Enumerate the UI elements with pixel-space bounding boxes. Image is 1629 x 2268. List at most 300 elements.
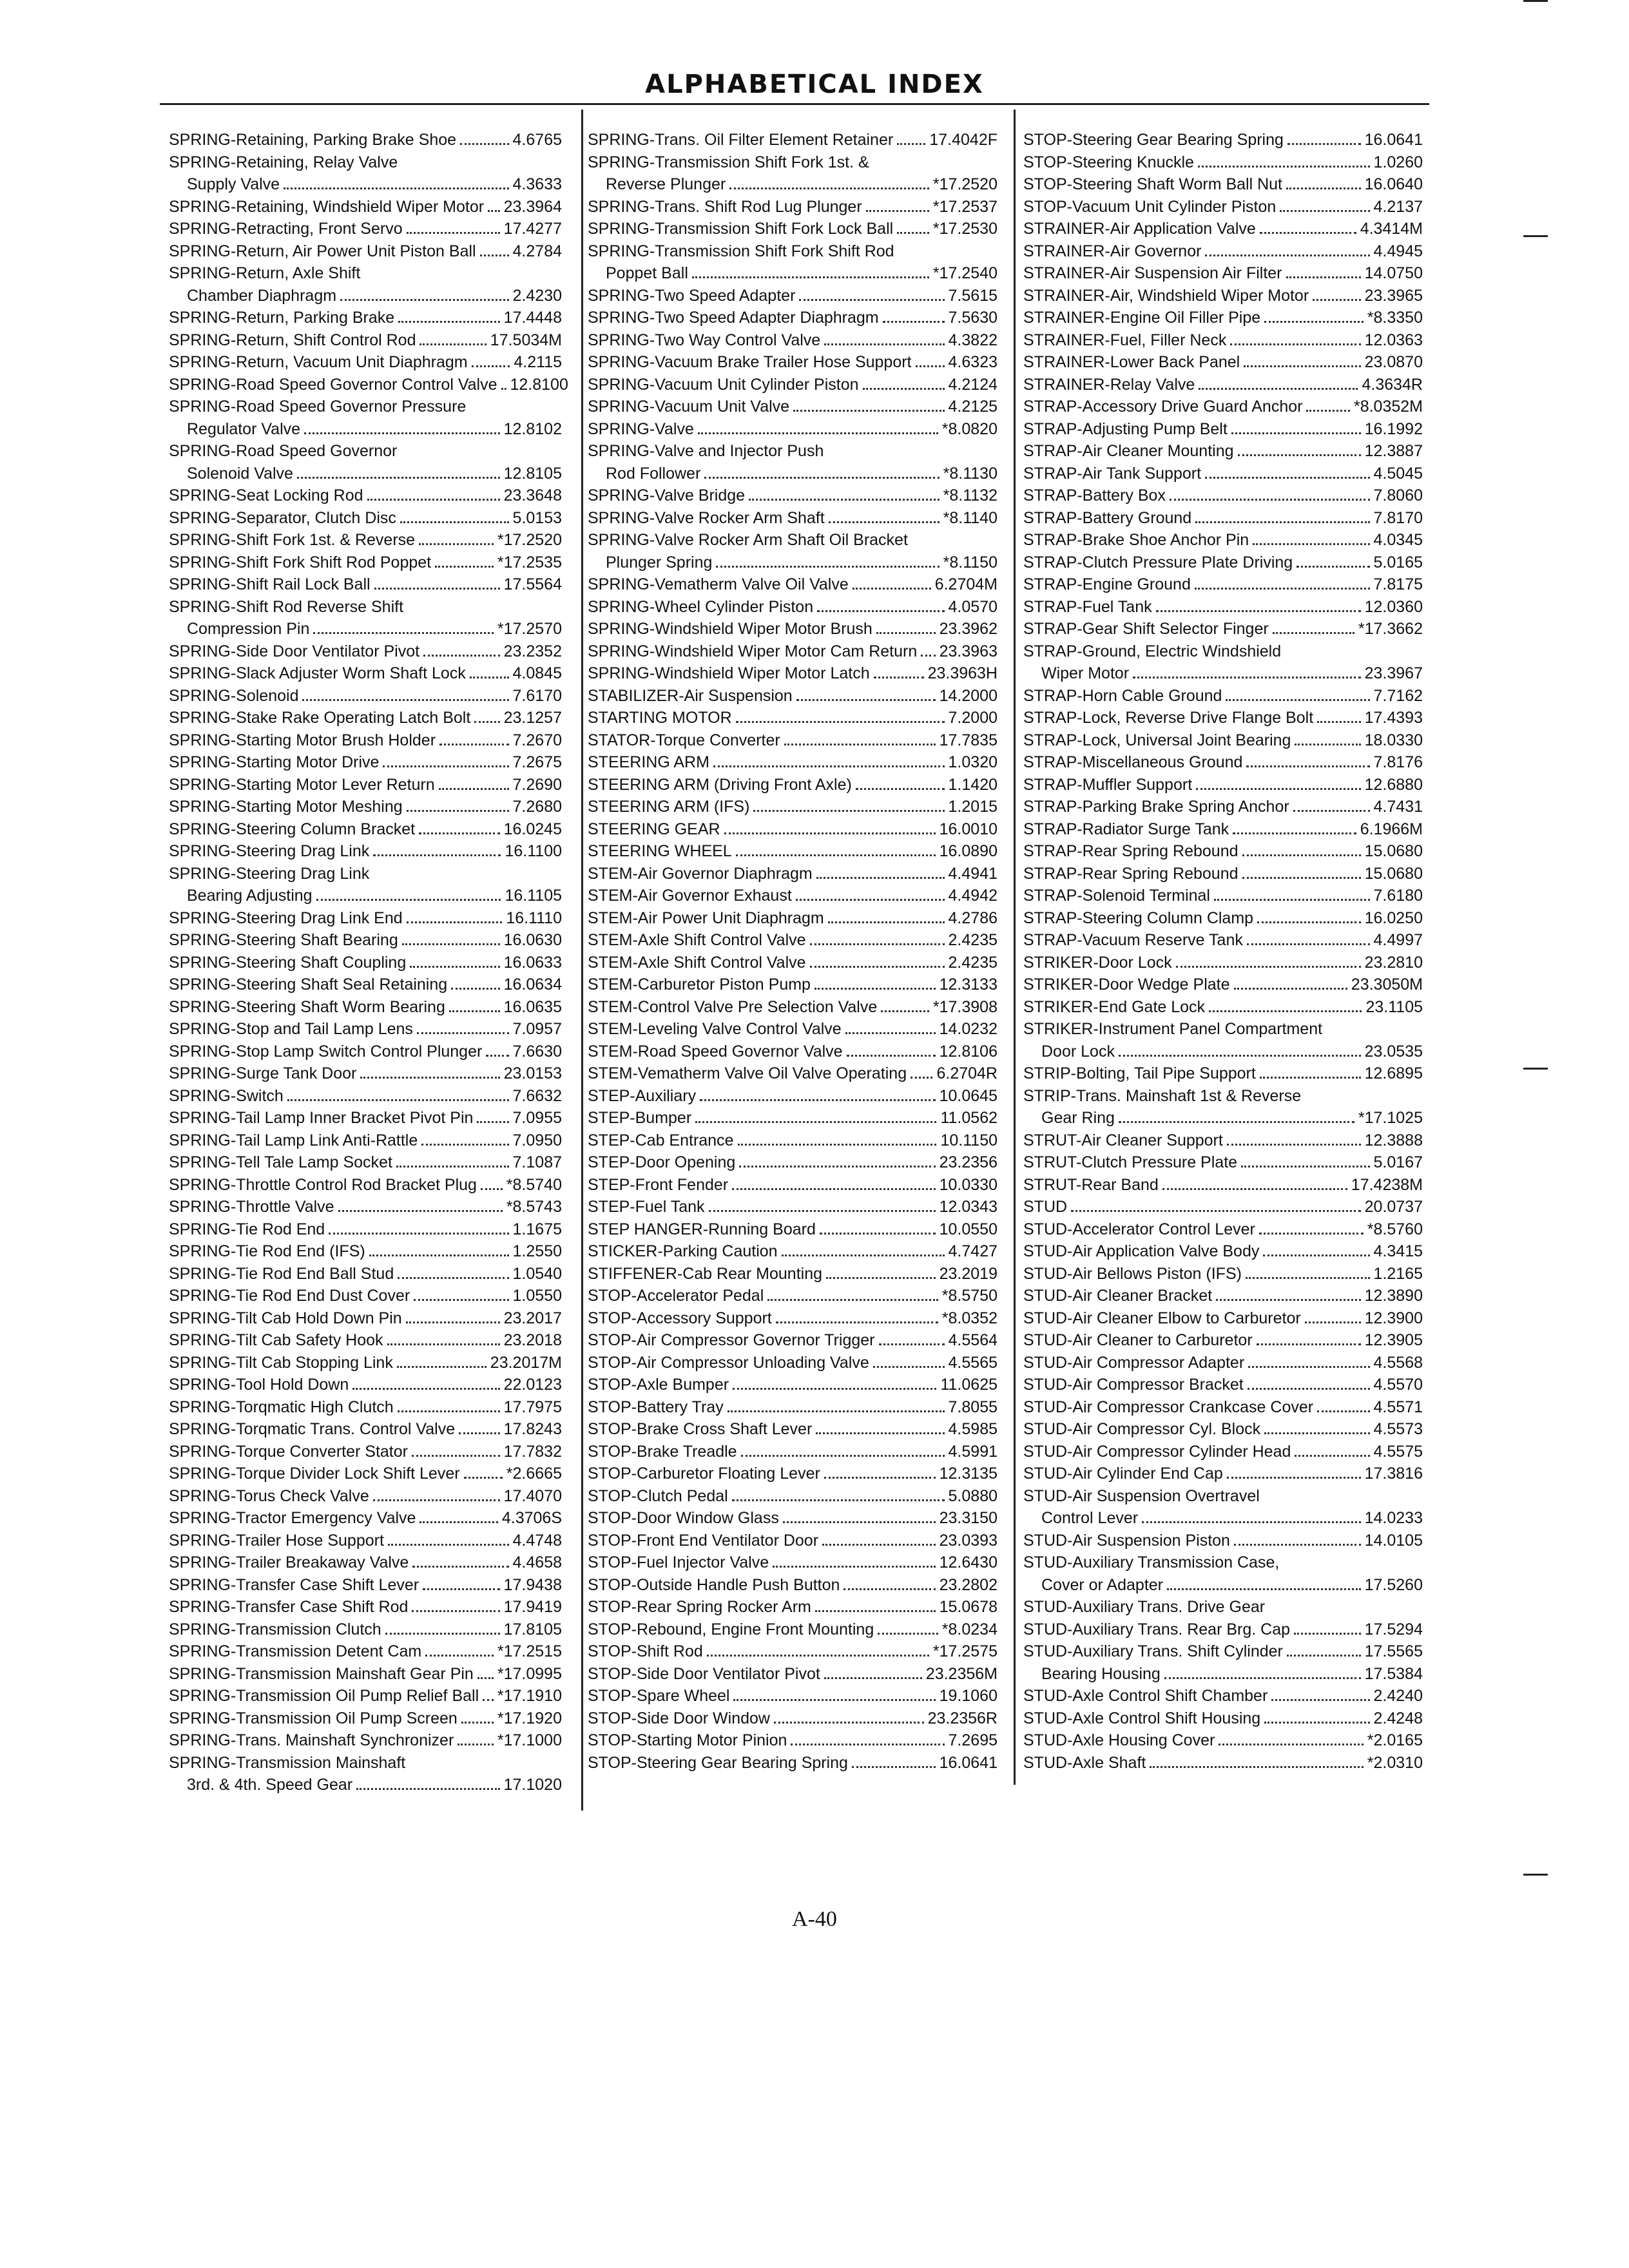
entry-reference: *17.3662	[1358, 620, 1423, 638]
dot-leader	[817, 610, 944, 612]
index-entry	[588, 618, 998, 640]
dot-leader	[1242, 854, 1361, 856]
entry-name: Compression Pin	[187, 620, 310, 638]
entry-reference: *17.2570	[497, 620, 562, 638]
dot-leader	[1247, 943, 1370, 945]
dot-leader	[724, 832, 936, 834]
dot-leader	[1313, 299, 1360, 301]
dot-leader	[1295, 1455, 1369, 1457]
dot-leader	[486, 1055, 508, 1057]
dot-leader	[799, 299, 944, 301]
index-entry	[169, 507, 562, 530]
index-entry	[169, 1151, 562, 1174]
dot-leader	[741, 1455, 945, 1457]
entry-name: SPRING-Retracting, Front Servo	[169, 220, 403, 238]
index-entry	[169, 329, 562, 352]
dot-leader	[1233, 832, 1356, 834]
entry-reference: 17.5034M	[490, 331, 562, 349]
entry-reference: 12.3888	[1364, 1131, 1423, 1149]
dot-leader	[700, 1099, 936, 1101]
dot-leader	[1164, 1677, 1361, 1679]
entry-reference: 1.2165	[1373, 1264, 1423, 1283]
index-entry	[169, 1552, 562, 1574]
index-entry	[169, 974, 562, 996]
dot-leader	[753, 810, 944, 812]
entry-reference: *17.2535	[497, 553, 562, 572]
dot-leader	[1305, 1321, 1361, 1323]
entry-reference: 23.0535	[1364, 1042, 1423, 1061]
entry-reference: 1.0550	[512, 1287, 562, 1305]
entry-reference: 4.6765	[512, 131, 562, 149]
index-entry	[169, 840, 562, 863]
index-entry	[588, 685, 998, 707]
dot-leader	[1317, 1410, 1369, 1412]
entry-name: STUD-Auxiliary Trans. Shift Cylinder	[1023, 1642, 1283, 1660]
dot-leader	[1259, 1233, 1364, 1235]
entry-reference: 1.2015	[948, 798, 998, 816]
entry-reference: 23.2019	[939, 1264, 998, 1283]
index-entry	[588, 1329, 998, 1352]
dot-leader	[284, 187, 508, 189]
dot-leader	[897, 232, 929, 234]
dot-leader	[1227, 1144, 1361, 1146]
entry-name: STRAP-Lock, Universal Joint Bearing	[1023, 731, 1291, 749]
index-entry	[1023, 774, 1423, 796]
index-entry	[169, 1707, 562, 1730]
entry-name: SPRING-Transfer Case Shift Lever	[169, 1575, 419, 1594]
entry-reference: *17.2540	[932, 264, 998, 282]
index-heading-line: SPRING-Transmission Shift Fork Shift Rod	[588, 242, 894, 260]
entry-reference: *2.6665	[506, 1465, 562, 1483]
index-entry	[588, 1663, 998, 1686]
dot-leader	[1119, 1121, 1354, 1123]
entry-reference: 23.0393	[939, 1531, 998, 1550]
dot-leader	[773, 1566, 935, 1568]
index-entry	[169, 1774, 562, 1796]
entry-reference: 17.7975	[503, 1398, 562, 1416]
dot-leader	[878, 1633, 938, 1635]
dot-leader	[398, 321, 500, 323]
index-entry	[588, 863, 998, 885]
entry-reference: 10.0550	[939, 1220, 998, 1238]
dot-leader	[423, 1588, 500, 1590]
entry-name: STUD-Axle Control Shift Chamber	[1023, 1687, 1268, 1705]
dot-leader	[897, 143, 925, 145]
entry-name: SPRING-Tail Lamp Link Anti-Rattle	[169, 1131, 418, 1149]
index-entry	[169, 751, 562, 774]
entry-reference: *17.2530	[932, 220, 998, 238]
entry-name: SPRING-Starting Motor Lever Return	[169, 775, 435, 794]
dot-leader	[824, 343, 944, 345]
entry-name: STUD-Air Cylinder End Cap	[1023, 1465, 1223, 1483]
dot-leader	[1071, 1210, 1361, 1212]
entry-name: Plunger Spring	[606, 553, 713, 572]
dot-leader	[316, 899, 501, 901]
dot-leader	[733, 1388, 936, 1390]
dot-leader	[1264, 1432, 1369, 1434]
index-entry	[169, 1507, 562, 1530]
dot-leader	[729, 187, 929, 189]
index-entry	[588, 774, 998, 796]
entry-name: SPRING-Trailer Hose Support	[169, 1531, 384, 1550]
entry-name: STRAP-Gear Shift Selector Finger	[1023, 620, 1269, 638]
dot-leader	[412, 1455, 500, 1457]
index-entry	[1023, 1640, 1423, 1663]
entry-reference: 4.5570	[1373, 1376, 1423, 1394]
entry-name: STUD-Air Cleaner to Carburetor	[1023, 1331, 1253, 1349]
entry-name: Control Lever	[1041, 1509, 1139, 1527]
entry-name: STEM-Leveling Valve Control Valve	[588, 1020, 842, 1038]
dot-leader	[477, 1121, 508, 1123]
entry-reference: *8.0352M	[1353, 398, 1423, 416]
dot-leader	[1205, 477, 1369, 479]
index-entry	[169, 1574, 562, 1597]
dot-leader	[1280, 210, 1369, 212]
index-entry	[169, 685, 562, 707]
dot-leader	[845, 1032, 936, 1034]
dot-leader	[373, 854, 501, 856]
entry-name: SPRING-Starting Motor Meshing	[169, 798, 403, 816]
entry-reference: *17.1920	[497, 1709, 562, 1727]
index-entry	[169, 173, 562, 196]
entry-reference: 17.3816	[1364, 1465, 1423, 1483]
index-entry	[588, 1107, 998, 1129]
entry-name: SPRING-Seat Locking Rod	[169, 486, 363, 505]
entry-name: STEP-Cab Entrance	[588, 1131, 734, 1149]
entry-reference: 23.2017	[503, 1309, 562, 1327]
dot-leader	[458, 1744, 494, 1745]
entry-name: STEERING ARM	[588, 753, 709, 771]
entry-name: STRAP-Muffler Support	[1023, 775, 1193, 794]
entry-reference: 16.1100	[505, 842, 562, 860]
entry-reference: 15.0680	[1364, 842, 1423, 860]
entry-reference: 4.7427	[948, 1242, 998, 1260]
entry-reference: 16.0630	[503, 931, 562, 949]
entry-name: SPRING-Starting Motor Drive	[169, 753, 380, 771]
entry-reference: 4.3706S	[501, 1509, 562, 1527]
index-entry	[169, 1129, 562, 1152]
entry-name: STRAP-Battery Ground	[1023, 508, 1192, 527]
entry-reference: 4.3414M	[1360, 220, 1423, 238]
entry-name: STRAINER-Air, Windshield Wiper Motor	[1023, 286, 1309, 305]
entry-reference: 16.1105	[505, 887, 562, 905]
entry-reference: 12.0363	[1364, 331, 1423, 349]
index-entry	[169, 662, 562, 685]
entry-reference: 1.1420	[948, 775, 998, 794]
index-heading-line: SPRING-Retaining, Relay Valve	[169, 153, 398, 171]
index-entry	[169, 418, 562, 441]
index-heading-line: SPRING-Valve and Injector Push	[588, 442, 824, 460]
entry-reference: 7.6632	[512, 1086, 562, 1105]
dot-leader	[1227, 1477, 1361, 1479]
column-divider-2	[1014, 110, 1016, 1785]
entry-reference: 4.5575	[1373, 1442, 1423, 1461]
entry-reference: 2.4240	[1373, 1687, 1423, 1705]
dot-leader	[822, 1544, 936, 1546]
dot-leader	[1150, 1766, 1363, 1768]
entry-reference: 18.0330	[1364, 731, 1423, 749]
entry-name: SPRING-Return, Parking Brake	[169, 309, 395, 327]
entry-reference: 16.0890	[939, 842, 998, 860]
index-entry	[588, 1396, 998, 1419]
entry-reference: 7.8170	[1373, 508, 1423, 527]
entry-name: STOP-Door Window Glass	[588, 1509, 779, 1527]
entry-name: STRAP-Fuel Tank	[1023, 597, 1152, 616]
index-entry	[169, 351, 562, 374]
entry-reference: 12.8102	[503, 419, 562, 438]
dot-leader	[847, 1055, 936, 1057]
entry-reference: 4.3415	[1373, 1242, 1423, 1260]
index-entry	[1023, 1619, 1423, 1641]
dot-leader	[1248, 1388, 1370, 1390]
index-entry	[588, 285, 998, 307]
index-entry	[588, 1374, 998, 1396]
entry-name: STOP-Air Compressor Governor Trigger	[588, 1331, 875, 1349]
entry-reference: 1.1675	[512, 1220, 562, 1238]
entry-reference: *8.1150	[943, 553, 998, 572]
dot-leader	[843, 1588, 935, 1590]
index-entry	[1023, 1396, 1423, 1419]
entry-reference: 4.4942	[948, 887, 998, 905]
index-entry	[588, 996, 998, 1019]
index-entry	[588, 907, 998, 930]
entry-reference: 23.3967	[1364, 664, 1423, 682]
dot-leader	[297, 477, 500, 479]
entry-name: STEERING GEAR	[588, 820, 720, 838]
entry-name: STRAINER-Air Application Valve	[1023, 220, 1256, 238]
index-entry	[588, 1441, 998, 1463]
entry-name: SPRING-Transmission Oil Pump Relief Ball	[169, 1687, 479, 1705]
entry-reference: 7.5615	[948, 286, 998, 305]
entry-name: STATOR-Torque Converter	[588, 731, 780, 749]
dot-leader	[1241, 1166, 1369, 1168]
index-entry	[1023, 685, 1423, 707]
entry-reference: 17.5564	[503, 575, 562, 593]
entry-name: SPRING-Steering Drag Link End	[169, 908, 403, 927]
dot-leader	[287, 1099, 509, 1101]
index-entry	[169, 1374, 562, 1396]
dot-leader	[400, 521, 509, 523]
dot-leader	[402, 943, 500, 945]
entry-name: SPRING-Steering Drag Link	[169, 842, 370, 860]
dot-leader	[1287, 1655, 1361, 1657]
entry-name: Door Lock	[1041, 1042, 1115, 1061]
dot-leader	[810, 966, 945, 968]
dot-leader	[488, 210, 500, 212]
dot-leader	[1205, 255, 1369, 256]
index-heading-line: SPRING-Road Speed Governor Pressure	[169, 398, 467, 416]
index-heading-line: SPRING-Shift Rod Reverse Shift	[169, 597, 404, 616]
index-entry	[1023, 1574, 1423, 1597]
dot-leader	[911, 1077, 932, 1079]
entry-reference: 23.2356	[939, 1153, 998, 1171]
entry-name: SPRING-Tool Hold Down	[169, 1376, 349, 1394]
entry-reference: *8.1140	[943, 508, 998, 527]
entry-reference: 2.4235	[948, 953, 998, 972]
entry-name: STOP-Steering Gear Bearing Spring	[588, 1753, 848, 1772]
index-entry	[588, 552, 998, 574]
entry-name: SPRING-Throttle Control Rod Bracket Plug	[169, 1175, 477, 1194]
entry-name: SPRING-Tractor Emergency Valve	[169, 1509, 416, 1527]
entry-name: STRAINER-Lower Back Panel	[1023, 353, 1240, 371]
dot-leader	[853, 588, 931, 590]
entry-name: SPRING-Tie Rod End Ball Stud	[169, 1264, 394, 1283]
index-entry	[1023, 1151, 1423, 1174]
entry-reference: 4.5573	[1373, 1420, 1423, 1438]
entry-name: SPRING-Return, Vacuum Unit Diaphragm	[169, 353, 468, 371]
entry-name: STOP-Rebound, Engine Front Mounting	[588, 1620, 874, 1639]
index-entry	[1023, 396, 1423, 418]
dot-leader	[810, 943, 945, 945]
entry-name: STOP-Side Door Window	[588, 1709, 770, 1727]
dot-leader	[1196, 788, 1360, 790]
entry-name: STRAP-Air Cleaner Mounting	[1023, 442, 1234, 460]
index-entry	[1023, 307, 1423, 329]
entry-name: SPRING-Vacuum Unit Cylinder Piston	[588, 375, 859, 394]
entry-reference: *8.1132	[943, 486, 998, 505]
entry-reference: 12.8100	[510, 375, 568, 394]
entry-reference: 12.3900	[1364, 1309, 1423, 1327]
entry-name: STEP-Auxiliary	[588, 1086, 697, 1105]
index-entry	[1023, 1374, 1423, 1396]
index-entry	[169, 1085, 562, 1108]
entry-name: Poppet Ball	[606, 264, 688, 282]
entry-reference: 6.2704M	[934, 575, 998, 593]
index-entry	[1023, 1062, 1423, 1085]
index-entry	[169, 463, 562, 485]
index-entry	[1023, 1285, 1423, 1307]
index-entry	[169, 1107, 562, 1129]
entry-name: STRAP-Solenoid Terminal	[1023, 887, 1210, 905]
entry-name: STEM-Air Governor Exhaust	[588, 887, 792, 905]
dot-leader	[709, 1210, 936, 1212]
margin-mark	[1523, 0, 1548, 2]
dot-leader	[461, 1722, 494, 1724]
entry-name: STOP-Spare Wheel	[588, 1687, 730, 1705]
entry-reference: *8.5743	[506, 1198, 562, 1216]
dot-leader	[1199, 388, 1358, 390]
entry-reference: 4.6323	[948, 353, 998, 371]
index-entry	[1023, 974, 1423, 996]
dot-leader	[481, 1188, 503, 1190]
entry-reference: 16.1110	[506, 908, 562, 927]
entry-reference: 4.5571	[1373, 1398, 1423, 1416]
dot-leader	[796, 899, 945, 901]
entry-reference: *17.2537	[932, 197, 998, 216]
index-entry	[588, 707, 998, 729]
index-entry	[169, 774, 562, 796]
index-heading-line: SPRING-Valve Rocker Arm Shaft Oil Bracket	[588, 531, 908, 549]
index-entry	[588, 1530, 998, 1552]
index-entry	[1023, 1129, 1423, 1152]
entry-name: STRAP-Miscellaneous Ground	[1023, 753, 1243, 771]
dot-leader	[1246, 765, 1369, 767]
entry-reference: 22.0123	[503, 1376, 562, 1394]
entry-reference: 4.3634R	[1362, 375, 1423, 394]
index-entry	[169, 952, 562, 974]
entry-reference: 16.0250	[1364, 908, 1423, 927]
entry-name: STEP-Fuel Tank	[588, 1198, 705, 1216]
entry-name: STUD-Axle Shaft	[1023, 1753, 1146, 1772]
entry-name: STRAP-Air Tank Support	[1023, 464, 1202, 483]
dot-leader	[1306, 410, 1349, 412]
entry-name: STEM-Air Power Unit Diaphragm	[588, 908, 824, 927]
entry-name: SPRING-Return, Air Power Unit Piston Ball	[169, 242, 476, 260]
entry-reference: *17.2515	[497, 1642, 562, 1660]
dot-leader	[412, 1566, 508, 1568]
dot-leader	[483, 1699, 494, 1701]
entry-name: SPRING-Wheel Cylinder Piston	[588, 597, 814, 616]
entry-name: Regulator Valve	[187, 419, 301, 438]
entry-name: STRIKER-End Gate Lock	[1023, 997, 1206, 1016]
entry-name: STRAP-Rear Spring Rebound	[1023, 864, 1239, 883]
entry-reference: 17.5384	[1364, 1664, 1423, 1683]
index-entry	[588, 196, 998, 218]
entry-reference: 4.7431	[1373, 798, 1423, 816]
entry-name: SPRING-Tie Rod End	[169, 1220, 325, 1238]
entry-name: SPRING-Tie Rod End Dust Cover	[169, 1287, 410, 1305]
entry-name: STUD-Air Cleaner Bracket	[1023, 1287, 1213, 1305]
entry-reference: 12.6880	[1364, 775, 1423, 794]
dot-leader	[459, 1432, 500, 1434]
entry-name: SPRING-Retaining, Parking Brake Shoe	[169, 131, 457, 149]
entry-name: STOP-Brake Cross Shaft Lever	[588, 1420, 813, 1438]
index-entry	[1023, 1663, 1423, 1686]
entry-name: SPRING-Two Speed Adapter	[588, 286, 796, 305]
dot-leader	[1242, 877, 1361, 879]
dot-leader	[791, 1744, 944, 1745]
dot-leader	[1246, 1277, 1370, 1279]
entry-name: STOP-Air Compressor Unloading Valve	[588, 1353, 869, 1372]
dot-leader	[824, 1677, 922, 1679]
index-entry	[169, 129, 562, 151]
entry-reference: 12.8105	[503, 464, 562, 483]
entry-name: STEM-Vematherm Valve Oil Valve Operating	[588, 1064, 907, 1082]
index-heading-line: STUD-Auxiliary Transmission Case,	[1023, 1553, 1280, 1571]
index-entry	[588, 1307, 998, 1330]
entry-reference: 17.4070	[503, 1486, 562, 1505]
index-entry	[588, 1129, 998, 1152]
index-entry	[1023, 1507, 1423, 1530]
index-entry	[588, 1085, 998, 1108]
index-entry	[1023, 262, 1423, 285]
dot-leader	[1293, 810, 1370, 812]
dot-leader	[1156, 610, 1361, 612]
entry-name: SPRING-Switch	[169, 1086, 284, 1105]
entry-name: Chamber Diaphragm	[187, 286, 337, 305]
index-entry	[588, 1263, 998, 1285]
entry-name: Reverse Plunger	[606, 175, 726, 193]
entry-reference: 12.3135	[939, 1465, 998, 1483]
dot-leader	[767, 1299, 938, 1301]
entry-reference: *17.1910	[497, 1687, 562, 1705]
entry-name: SPRING-Throttle Valve	[169, 1198, 334, 1216]
index-entry	[588, 463, 998, 485]
entry-reference: 4.4748	[512, 1531, 562, 1550]
entry-reference: 4.0570	[948, 597, 998, 616]
dot-leader	[1253, 543, 1369, 545]
dot-leader	[856, 788, 945, 790]
entry-name: SPRING-Steering Shaft Bearing	[169, 931, 398, 949]
index-entry	[1023, 1463, 1423, 1485]
entry-name: STEM-Control Valve Pre Selection Valve	[588, 997, 878, 1016]
dot-leader	[826, 1277, 936, 1279]
index-entry	[1023, 351, 1423, 374]
dot-leader	[1219, 1744, 1363, 1745]
entry-reference: 17.9419	[503, 1598, 562, 1616]
dot-leader	[704, 477, 939, 479]
index-entry	[588, 1018, 998, 1041]
